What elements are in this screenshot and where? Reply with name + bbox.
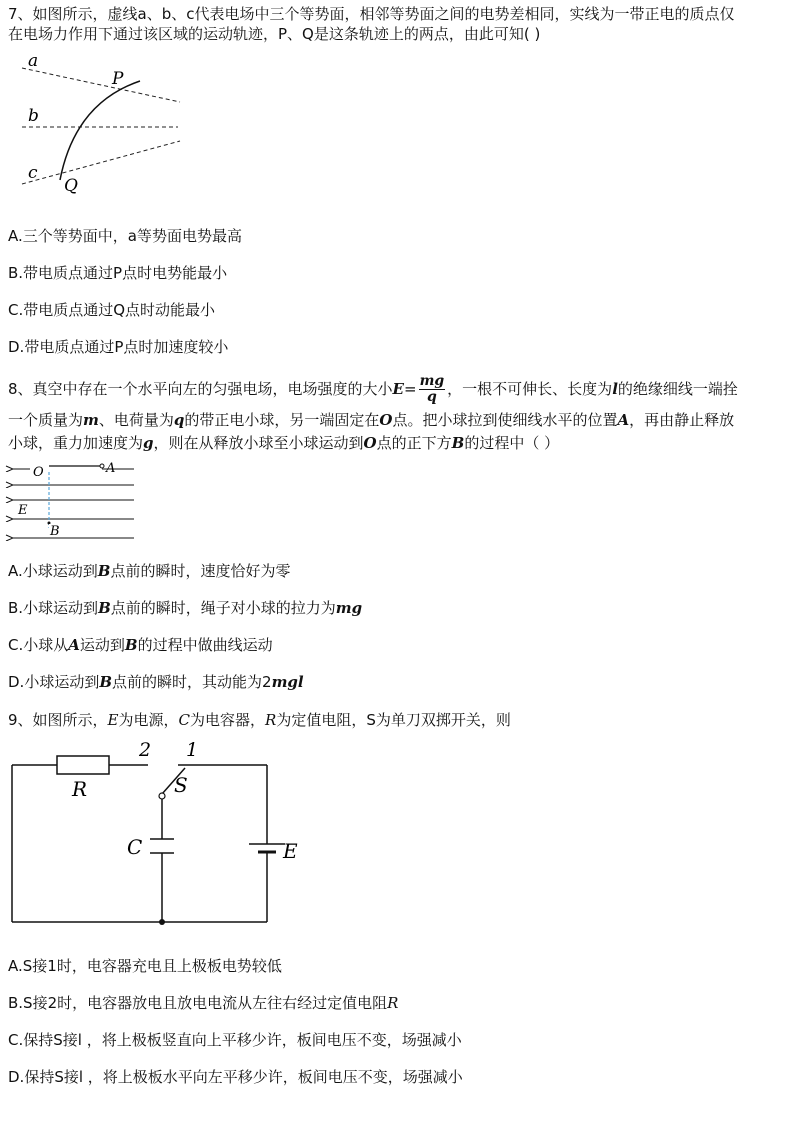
label-R: R bbox=[72, 777, 88, 801]
q8-stem-line3: 小球，重力加速度为g，则在从释放小球至小球运动到O点的正下方B的过程中（ ） bbox=[8, 434, 560, 452]
junction-dot bbox=[159, 919, 165, 925]
label-O: O bbox=[33, 465, 44, 480]
q7-option-c: C.带电质点通过Q点时动能最小 bbox=[8, 301, 216, 319]
resistor bbox=[57, 756, 109, 774]
q8-option-b: B.小球运动到B点前的瞬时，绳子对小球的拉力为mg bbox=[8, 599, 363, 617]
q9-option-b: B.S接2时，电容器放电且放电电流从左往右经过定值电阻R bbox=[8, 994, 399, 1012]
q7-equipotential-figure bbox=[0, 48, 200, 198]
label-E: E bbox=[18, 503, 28, 518]
label-B: B bbox=[50, 524, 60, 539]
label-S: S bbox=[174, 773, 188, 797]
q7-stem-line2: 在电场力作用下通过该区域的运动轨迹，P、Q是这条轨迹上的两点，由此可知( ) bbox=[8, 25, 541, 43]
label-2: 2 bbox=[139, 739, 152, 761]
q7-option-a: A.三个等势面中，a等势面电势最高 bbox=[8, 227, 242, 245]
equipotential-line-c bbox=[22, 141, 180, 184]
q8-option-d: D.小球运动到B点前的瞬时，其动能为2mgl bbox=[8, 673, 304, 691]
q9-option-c: C.保持S接l ，将上极板竖直向上平移少许，板间电压不变，场强减小 bbox=[8, 1031, 462, 1049]
label-C: C bbox=[127, 835, 143, 859]
q8-electric-field-figure bbox=[0, 456, 145, 548]
q7-option-b: B.带电质点通过P点时电势能最小 bbox=[8, 264, 228, 282]
q7-stem-line1: 7、如图所示，虚线a、b、c代表电场中三个等势面，相邻等势面之间的电势差相同，实线为一带正电的质点仅 bbox=[8, 5, 735, 23]
q8-stem-line2: 一个质量为m、电荷量为q的带正电小球，另一端固定在O点。把小球拉到使细线水平的位置A，再由静止释放 bbox=[8, 411, 735, 429]
label-P: P bbox=[112, 69, 124, 89]
q8-option-a: A.小球运动到B点前的瞬时，速度恰好为零 bbox=[8, 562, 291, 580]
q8-option-c: C.小球从A运动到B的过程中做曲线运动 bbox=[8, 636, 273, 654]
ball-at-A bbox=[100, 464, 104, 468]
equipotential-line-a bbox=[22, 68, 180, 102]
q7-option-d: D.带电质点通过P点时加速度较小 bbox=[8, 338, 229, 356]
q9-option-a: A.S接1时，电容器充电且上极板电势较低 bbox=[8, 957, 282, 975]
q9-option-d: D.保持S接l ，将上极板水平向左平移少许，板间电压不变，场强减小 bbox=[8, 1068, 463, 1086]
label-Q: Q bbox=[64, 176, 78, 196]
label-b: b bbox=[28, 106, 39, 126]
q9-stem: 9、如图所示，E为电源，C为电容器，R为定值电阻，S为单刀双掷开关，则 bbox=[8, 711, 511, 729]
switch-pivot bbox=[159, 793, 165, 799]
label-E: E bbox=[283, 839, 298, 863]
q9-circuit-figure bbox=[0, 734, 310, 934]
q8-stem-line1: 8、真空中存在一个水平向左的匀强电场，电场强度的大小E= $\frac{mg}{q}$ ，一根不可伸长、长度为l的绝缘细线一端拴 bbox=[8, 373, 738, 405]
label-1: 1 bbox=[186, 739, 199, 761]
label-A: A bbox=[106, 461, 116, 476]
label-a: a bbox=[28, 51, 39, 71]
field-strength-fraction: $\frac{mg}{q}$ bbox=[419, 373, 445, 405]
label-c: c bbox=[28, 163, 38, 183]
trajectory-curve bbox=[60, 81, 140, 180]
